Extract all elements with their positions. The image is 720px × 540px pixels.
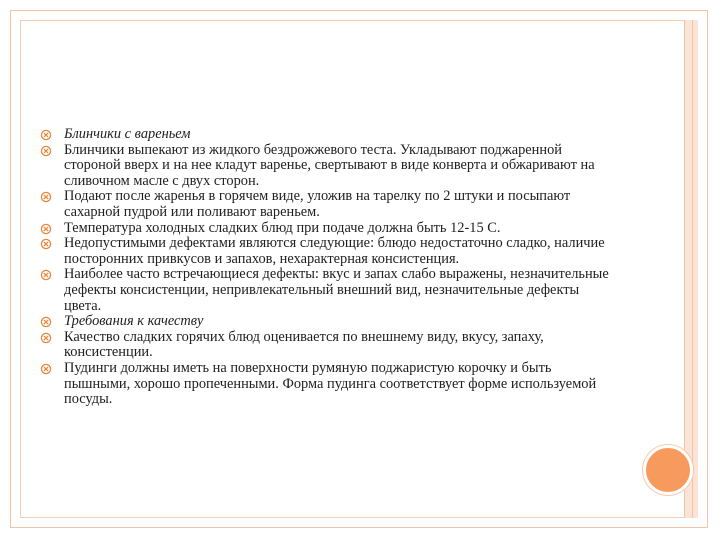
bullet-text: Недопустимыми дефектами являются следующие: блюдо недостаточно сладко, наличие посторонних привкусов и запахов, нехарактерная консистенция.: [64, 235, 605, 267]
bullet-item-1: [40, 127, 620, 143]
bullet-item-5: [40, 236, 620, 267]
bullet-item-6: [40, 267, 620, 314]
bullet-text: Блинчики выпекают из жидкого бездрожжевого теста. Укладывают поджаренной стороной вверх и на нее кладут варенье, свертывают в виде конверта и обжаривают на сливочном масле с двух сторон.: [64, 141, 595, 189]
circle-x-bullet-icon: [40, 316, 52, 328]
bullet-item-8: [40, 330, 620, 361]
bullet-text: Подают после жаренья в горячем виде, уложив на тарелку по 2 штуки и посыпают сахарной пудрой или поливают вареньем.: [64, 188, 571, 220]
bullet-item-4: [40, 221, 620, 237]
circle-x-bullet-icon: [40, 269, 52, 281]
circle-x-bullet-icon: [40, 145, 52, 157]
bullet-text: Температура холодных сладких блюд при подаче должна быть 12-15 С.: [64, 219, 501, 236]
bullet-item-2: [40, 143, 620, 190]
right-decor-line: [692, 20, 693, 518]
bullet-list: [40, 127, 620, 408]
circle-x-bullet-icon: [40, 223, 52, 235]
bullet-text: Требования к качеству: [64, 313, 204, 330]
circle-x-bullet-icon: [40, 363, 52, 375]
bullet-text: Пудинги должны иметь на поверхности румяную поджаристую корочку и быть пышными, хорошо пропеченными. Форма пудинга соответствует форме используемой посуды.: [64, 359, 597, 408]
circle-x-bullet-icon: [40, 238, 52, 250]
circle-x-bullet-icon: [40, 332, 52, 344]
circle-x-bullet-icon: [40, 191, 52, 203]
right-decor-strip: [684, 20, 698, 518]
bullet-item-9: [40, 361, 620, 408]
bullet-item-3: [40, 189, 620, 220]
bullet-text: Качество сладких горячих блюд оценивается по внешнему виду, вкусу, запаху, консистенции.: [64, 328, 544, 361]
circle-x-bullet-icon: [40, 129, 52, 141]
accent-circle: [643, 445, 693, 495]
bullet-text: Блинчики с вареньем: [64, 126, 191, 142]
bullet-text: Наиболее часто встречающиеся дефекты: вкус и запах слабо выражены, незначительные дефекты консистенции, непривлекательный внешний вид, незначительные дефекты цвета.: [64, 266, 609, 314]
bullet-item-7: [40, 314, 620, 330]
